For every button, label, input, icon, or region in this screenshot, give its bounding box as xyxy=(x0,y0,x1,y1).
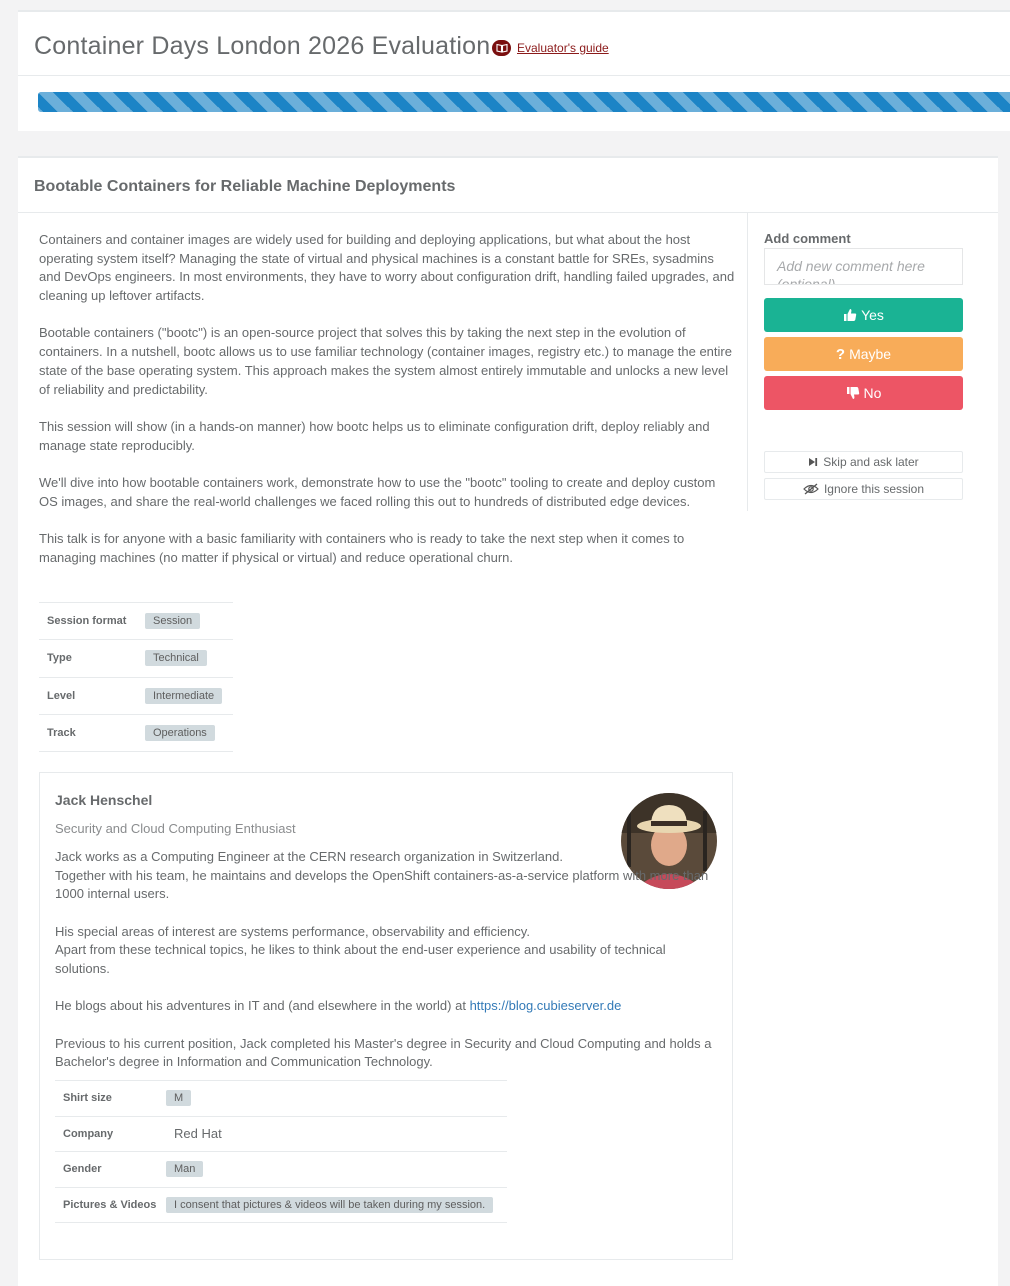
speaker-tagline: Security and Cloud Computing Enthusiast xyxy=(55,821,296,836)
thumbs-down-icon xyxy=(846,386,860,400)
gender-tag: Man xyxy=(166,1161,203,1177)
level-label: Level xyxy=(39,677,145,714)
abstract-paragraph: This talk is for anyone with a basic familiarity with containers who is ready to take the next step when it comes to managing machines (no matter if physical or virtual) and reduce operational churn. xyxy=(39,530,685,565)
abstract-paragraph: Containers and container images are widely used for building and deploying applications, but what about the host operating system itself? Managing the state of virtual and physical machines is a constant battle for SREs, sysadmins and DevOps engineers. In most environments, they have to worry about configuration drift, handling failed upgrades, and cleaning up leftover artifacts. xyxy=(39,232,735,304)
page-title: Container Days London 2026 Evaluation xyxy=(34,32,491,60)
ignore-label: Ignore this session xyxy=(823,482,925,496)
track-tag: Operations xyxy=(145,725,215,741)
table-row xyxy=(55,1116,507,1152)
table-row xyxy=(39,677,233,714)
session-header xyxy=(18,158,998,213)
no-button[interactable] xyxy=(764,376,963,410)
track-label: Track xyxy=(39,714,145,751)
evaluators-guide-link[interactable]: Evaluator's guide xyxy=(517,41,609,55)
shirt-size-label: Shirt size xyxy=(55,1081,166,1117)
session-meta-table xyxy=(39,602,233,752)
maybe-label: Maybe xyxy=(849,346,892,362)
type-label: Type xyxy=(39,640,145,677)
company-value: Red Hat xyxy=(174,1126,222,1142)
evaluation-header xyxy=(18,10,1010,131)
pictures-videos-label: Pictures & Videos xyxy=(55,1187,166,1223)
eye-slash-icon xyxy=(803,483,819,495)
abstract-paragraph: Bootable containers ("bootc") is an open-source project that solves this by taking the next step in the evolution of containers. In a nutshell, bootc allows us to use familiar technology (container images, registry etc.) to manage the entire state of the base operating system. This approach makes the system almost entirely immutable and unlocks a new level of reliability and predictability. xyxy=(39,325,732,397)
bio-line: Apart from these technical topics, he likes to think about the end-user experience and usability of technical solutions. xyxy=(55,942,666,977)
shirt-size-tag: M xyxy=(166,1090,191,1106)
table-row xyxy=(39,640,233,677)
table-row xyxy=(55,1081,507,1117)
yes-label: Yes xyxy=(861,307,884,323)
session-format-label: Session format xyxy=(39,603,145,640)
progress-bar-fill xyxy=(38,92,1010,112)
book-icon xyxy=(492,40,511,56)
pictures-videos-tag: I consent that pictures & videos will be taken during my session. xyxy=(166,1197,493,1213)
table-row xyxy=(55,1152,507,1188)
yes-button[interactable] xyxy=(764,298,963,332)
session-abstract xyxy=(39,231,735,586)
bio-line: Previous to his current position, Jack completed his Master's degree in Security and Cloud Computing and holds a Bachelor's degree in Information and Communication Technology. xyxy=(55,1035,712,1070)
step-forward-icon xyxy=(808,457,818,467)
blog-link[interactable]: https://blog.cubieserver.de xyxy=(469,998,622,1014)
maybe-button[interactable] xyxy=(764,337,963,371)
speaker-meta-table xyxy=(55,1080,507,1223)
header-divider xyxy=(18,75,1010,76)
speaker-bio xyxy=(55,848,715,1091)
table-row xyxy=(39,603,233,640)
session-format-tag: Session xyxy=(145,613,200,629)
no-label: No xyxy=(863,385,882,401)
bio-line: Jack works as a Computing Engineer at the CERN research organization in Switzerland. xyxy=(55,849,563,864)
abstract-paragraph: We'll dive into how bootable containers work, demonstrate how to use the "bootc" tooling to create and deploy custom OS images, and share the real-world challenges we faced rolling this out to hundreds of distributed edge devices. xyxy=(39,474,716,509)
level-tag: Intermediate xyxy=(145,688,222,704)
question-icon: ? xyxy=(835,345,846,363)
type-tag: Technical xyxy=(145,650,207,666)
session-panel xyxy=(18,156,998,1286)
ignore-button[interactable] xyxy=(764,478,963,500)
gender-label: Gender xyxy=(55,1152,166,1188)
comment-input[interactable] xyxy=(764,248,963,285)
company-label: Company xyxy=(55,1116,166,1152)
bio-line: His special areas of interest are systems performance, observability and efficiency. xyxy=(55,923,530,939)
speaker-card xyxy=(39,772,733,1260)
bio-line: He blogs about his adventures in IT and (and elsewhere in the world) at xyxy=(55,998,466,1014)
table-row xyxy=(55,1187,507,1223)
thumbs-up-icon xyxy=(843,308,857,322)
vote-sidebar xyxy=(764,231,963,500)
evaluators-guide[interactable] xyxy=(492,40,609,56)
skip-label: Skip and ask later xyxy=(823,455,919,469)
column-divider xyxy=(747,213,748,511)
session-title: Bootable Containers for Reliable Machine Deployments xyxy=(34,178,456,195)
progress-bar xyxy=(38,92,1010,112)
table-row xyxy=(39,714,233,751)
comment-label: Add comment xyxy=(764,231,851,246)
skip-button[interactable] xyxy=(764,451,963,473)
bio-line: Together with his team, he maintains and develops the OpenShift containers-as-a-service platform with more than 1000 internal users. xyxy=(55,867,709,902)
speaker-name: Jack Henschel xyxy=(55,792,153,808)
abstract-paragraph: This session will show (in a hands-on manner) how bootc helps us to eliminate configuration drift, deploy reliably and manage state reproducibly. xyxy=(39,418,710,453)
